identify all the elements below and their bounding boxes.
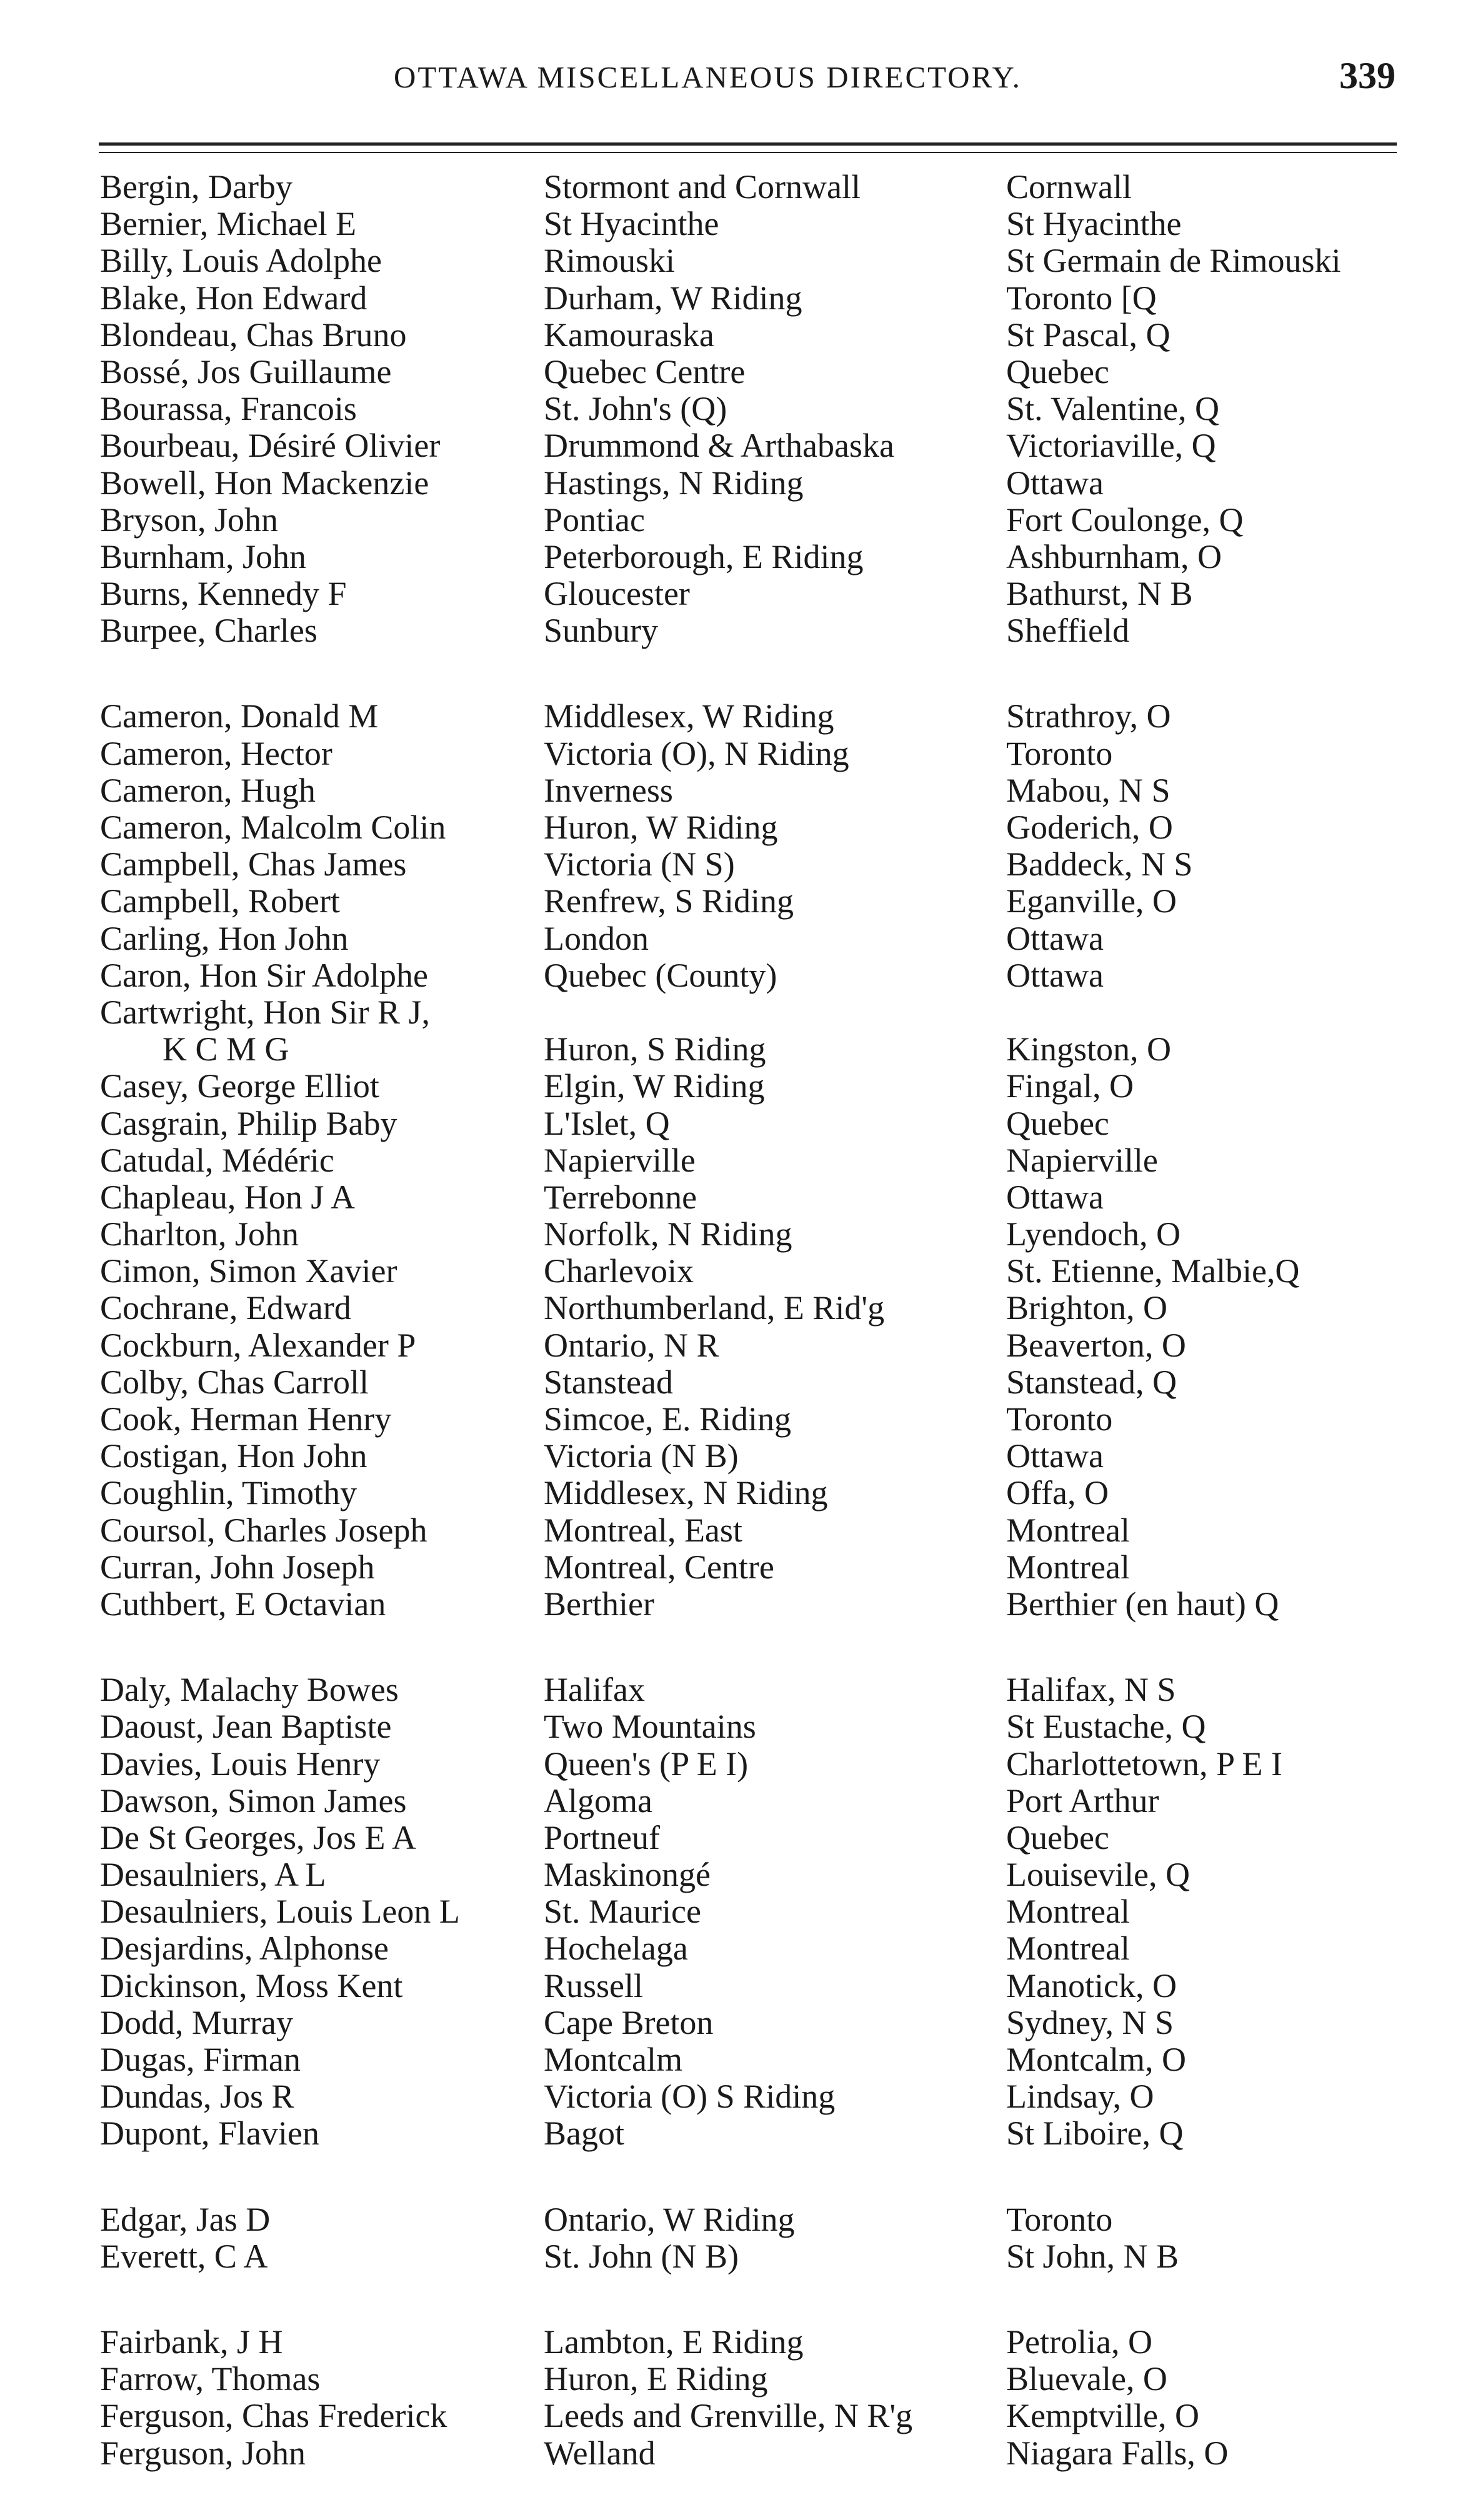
constituency: Berthier [544,1585,654,1623]
constituency: Maskinongé [544,1856,711,1894]
member-name: Catudal, Médéric [100,1141,334,1179]
constituency: Quebec (County) [544,956,777,994]
directory-entry [100,206,1450,242]
member-name: Edgar, Jas D [100,2200,271,2238]
constituency: Peterborough, E Riding [544,537,864,575]
post-office: Halifax, N S [1006,1671,1176,1709]
member-name: Everett, C A [100,2237,268,2275]
member-name: Bergin, Darby [100,168,292,206]
member-name: Cochrane, Edward [100,1289,351,1327]
directory-entry [100,735,1450,772]
directory-entry [100,2361,1450,2398]
constituency: Halifax [544,1671,645,1709]
member-name: Fairbank, J H [100,2323,283,2361]
post-office: Fingal, O [1006,1067,1134,1105]
member-name: Burpee, Charles [100,612,317,650]
directory-entry [100,1290,1450,1327]
directory-entry [100,2115,1450,2152]
member-name: Bossé, Jos Guillaume [100,352,392,391]
constituency: Welland [544,2434,656,2472]
constituency: Victoria (N S) [544,845,735,884]
member-name: Ferguson, Chas Frederick [100,2397,447,2435]
directory-entry [100,280,1450,317]
member-name: Cimon, Simon Xavier [100,1252,397,1290]
directory-entry [100,1671,1450,1708]
constituency: Portneuf [544,1818,660,1856]
directory-entry [100,698,1450,735]
constituency: Two Mountains [544,1708,756,1746]
constituency: L'Islet, Q [544,1104,670,1142]
directory-entry [100,1438,1450,1475]
constituency: Charlevoix [544,1252,694,1290]
post-office: Quebec [1006,1104,1109,1142]
directory-entries [100,169,1450,2472]
post-office: Kingston, O [1006,1030,1172,1068]
post-office: Bathurst, N B [1006,575,1193,613]
member-name: Bourassa, Francois [100,390,357,428]
constituency: Queen's (P E I) [544,1745,749,1783]
directory-entry [100,1068,1450,1105]
member-name: Dickinson, Moss Kent [100,1966,403,2005]
constituency: Gloucester [544,575,690,613]
post-office: Strathroy, O [1006,697,1171,735]
post-office: St. Etienne, Malbie,Q [1006,1252,1300,1290]
post-office: Manotick, O [1006,1966,1177,2005]
directory-entry [100,575,1450,612]
constituency: Napierville [544,1141,696,1179]
member-name: Dupont, Flavien [100,2114,319,2153]
constituency: Norfolk, N Riding [544,1215,792,1253]
member-name: Caron, Hon Sir Adolphe [100,956,428,994]
constituency: Victoria (O), N Riding [544,734,849,772]
member-name: Cockburn, Alexander P [100,1326,416,1364]
directory-entry [100,2078,1450,2115]
directory-entry [100,1783,1450,1820]
post-office: St. Valentine, Q [1006,390,1219,428]
post-office: Napierville [1006,1141,1158,1179]
directory-entry [100,1179,1450,1216]
post-office: Montreal [1006,1548,1130,1586]
member-name: Cameron, Hugh [100,771,316,809]
member-name: Desaulniers, Louis Leon L [100,1893,460,1931]
post-office: Bluevale, O [1006,2360,1167,2398]
post-office: Eganville, O [1006,882,1177,920]
constituency: Russell [544,1966,644,2005]
page-number: 339 [1339,55,1396,96]
member-name: Campbell, Robert [100,882,340,920]
member-name: Davies, Louis Henry [100,1745,381,1783]
member-name: Charlton, John [100,1215,299,1253]
constituency: Drummond & Arthabaska [544,427,894,465]
member-name: Billy, Louis Adolphe [100,242,382,280]
constituency: Victoria (O) S Riding [544,2078,836,2116]
directory-entry [100,1031,1450,1068]
member-name: Cartwright, Hon Sir R J, [100,993,431,1031]
constituency: Montreal, East [544,1511,742,1549]
post-office: Fort Coulonge, Q [1006,501,1244,539]
directory-entry [100,1327,1450,1364]
member-name: Coursol, Charles Joseph [100,1511,427,1549]
post-office: Lyendoch, O [1006,1215,1181,1253]
directory-entry [100,1512,1450,1549]
post-office: Ashburnham, O [1006,537,1222,575]
post-office: Sydney, N S [1006,2003,1174,2041]
constituency: Victoria (N B) [544,1437,739,1475]
constituency: Ontario, W Riding [544,2200,795,2238]
post-office: Lindsay, O [1006,2078,1154,2116]
member-name: Blondeau, Chas Bruno [100,316,407,354]
member-name: Cook, Herman Henry [100,1400,392,1438]
member-name: Daly, Malachy Bowes [100,1671,399,1709]
post-office: Ottawa [1006,956,1104,994]
post-office: St Germain de Rimouski [1006,242,1341,280]
constituency: Durham, W Riding [544,279,802,317]
directory-entry [100,1253,1450,1290]
post-office: Berthier (en haut) Q [1006,1585,1279,1623]
constituency: St. John (N B) [544,2237,739,2275]
directory-entry [100,1475,1450,1512]
directory-entry [100,1820,1450,1856]
member-name: Desaulniers, A L [100,1856,326,1894]
member-name: Bryson, John [100,501,279,539]
post-office: Offa, O [1006,1474,1109,1512]
post-office: St Pascal, Q [1006,316,1171,354]
constituency: Elgin, W Riding [544,1067,765,1105]
directory-entry [100,1708,1450,1745]
post-office: Toronto [1006,734,1113,772]
directory-entry [100,957,1450,994]
constituency: St Hyacinthe [544,205,719,243]
constituency: Rimouski [544,242,676,280]
member-name: Costigan, Hon John [100,1437,367,1475]
post-office: Mabou, N S [1006,771,1171,809]
member-name: Desjardins, Alphonse [100,1930,389,1968]
directory-entry [100,354,1450,391]
post-office: Victoriaville, Q [1006,427,1216,465]
constituency: Montreal, Centre [544,1548,774,1586]
member-name: Bowell, Hon Mackenzie [100,464,429,502]
directory-entry [100,612,1450,649]
member-name: Farrow, Thomas [100,2360,321,2398]
constituency: Middlesex, W Riding [544,697,834,735]
member-name: Dundas, Jos R [100,2078,294,2116]
directory-entry [100,242,1450,279]
post-office: St John, N B [1006,2237,1179,2275]
constituency: Cape Breton [544,2003,714,2041]
constituency: Lambton, E Riding [544,2323,804,2361]
member-name: Carling, Hon John [100,919,349,957]
post-office: Port Arthur [1006,1781,1159,1820]
directory-entry [100,1549,1450,1586]
constituency: Bagot [544,2114,624,2153]
directory-entry [100,1216,1450,1253]
constituency: Hastings, N Riding [544,464,804,502]
member-name: Campbell, Chas James [100,845,407,884]
directory-entry [100,1893,1450,1930]
post-office: Toronto [1006,1400,1113,1438]
directory-entry [100,2238,1450,2275]
directory-entry [100,427,1450,464]
post-office: Charlottetown, P E I [1006,1745,1282,1783]
member-name: Chapleau, Hon J A [100,1178,355,1216]
post-office: Stanstead, Q [1006,1363,1177,1401]
directory-entry [100,1401,1450,1438]
constituency: Sunbury [544,612,659,650]
directory-entry [100,1856,1450,1893]
directory-entry [100,1105,1450,1142]
member-name: Blake, Hon Edward [100,279,367,317]
constituency: Northumberland, E Rid'g [544,1289,885,1327]
member-name: Burns, Kennedy F [100,575,347,613]
constituency: Terrebonne [544,1178,697,1216]
constituency: Huron, W Riding [544,809,778,846]
page-header [0,55,1483,116]
member-name: Cameron, Donald M [100,697,379,735]
post-office: Montreal [1006,1893,1130,1931]
constituency: Hochelaga [544,1930,688,1968]
header-rule-thin [99,152,1397,153]
post-office: Toronto [Q [1006,279,1157,317]
constituency: Leeds and Grenville, N R'g [544,2397,913,2435]
directory-entry [100,1746,1450,1783]
directory-entry [100,772,1450,809]
member-name: Dawson, Simon James [100,1781,407,1820]
post-office: Beaverton, O [1006,1326,1186,1364]
constituency: Huron, E Riding [544,2360,768,2398]
post-office: Montcalm, O [1006,2041,1186,2078]
post-office: Niagara Falls, O [1006,2434,1229,2472]
member-name: De St Georges, Jos E A [100,1818,416,1856]
post-office: Quebec [1006,1818,1109,1856]
post-office: Louisevile, Q [1006,1856,1190,1894]
directory-entry [100,994,1450,1031]
post-office: Cornwall [1006,168,1132,206]
directory-entry [100,2398,1450,2434]
post-office: Ottawa [1006,919,1104,957]
constituency: St. John's (Q) [544,390,727,428]
constituency: Quebec Centre [544,352,746,391]
constituency: Ontario, N R [544,1326,719,1364]
member-name: Daoust, Jean Baptiste [100,1708,392,1746]
directory-entry [100,1968,1450,2005]
directory-entry [100,1142,1450,1179]
post-office: Ottawa [1006,1437,1104,1475]
post-office: Sheffield [1006,612,1129,650]
directory-entry [100,2435,1450,2472]
member-name: Dugas, Firman [100,2041,301,2078]
member-name: Casey, George Elliot [100,1067,379,1105]
directory-entry [100,2005,1450,2041]
member-name: Casgrain, Philip Baby [100,1104,397,1142]
constituency: Renfrew, S Riding [544,882,794,920]
post-office: Montreal [1006,1930,1130,1968]
directory-entry [100,317,1450,354]
member-name: Burnham, John [100,537,306,575]
post-office: Kemptville, O [1006,2397,1199,2435]
header-rule-thick [99,142,1397,146]
directory-entry [100,2201,1450,2238]
constituency: Stormont and Cornwall [544,168,861,206]
directory-entry [100,1586,1450,1623]
constituency: Algoma [544,1781,652,1820]
directory-entry [100,846,1450,883]
post-office: St Liboire, Q [1006,2114,1184,2153]
member-name: Bernier, Michael E [100,205,357,243]
post-office: Ottawa [1006,1178,1104,1216]
post-office: St Hyacinthe [1006,205,1182,243]
member-name: Cameron, Hector [100,734,332,772]
directory-entry [100,2324,1450,2361]
post-office: Montreal [1006,1511,1130,1549]
directory-entry [100,1930,1450,1967]
member-name: Dodd, Murray [100,2003,293,2041]
post-office: Goderich, O [1006,809,1173,846]
member-name: Bourbeau, Désiré Olivier [100,427,441,465]
post-office: Baddeck, N S [1006,845,1193,884]
constituency: Simcoe, E. Riding [544,1400,791,1438]
member-name: Curran, John Joseph [100,1548,375,1586]
constituency: Montcalm [544,2041,682,2078]
directory-entry [100,169,1450,206]
constituency: Middlesex, N Riding [544,1474,828,1512]
directory-entry [100,1364,1450,1401]
running-title: OTTAWA MISCELLANEOUS DIRECTORY. [394,60,1022,94]
member-name: K C M G [162,1030,289,1068]
constituency: Stanstead [544,1363,673,1401]
constituency: Kamouraska [544,316,714,354]
member-name: Colby, Chas Carroll [100,1363,369,1401]
member-name: Coughlin, Timothy [100,1474,357,1512]
constituency: London [544,919,649,957]
member-name: Cuthbert, E Octavian [100,1585,386,1623]
member-name: Ferguson, John [100,2434,306,2472]
constituency: Inverness [544,771,673,809]
directory-entry [100,465,1450,502]
directory-entry [100,502,1450,539]
post-office: Brighton, O [1006,1289,1168,1327]
directory-entry [100,2041,1450,2078]
directory-entry [100,809,1450,846]
post-office: Ottawa [1006,464,1104,502]
directory-entry [100,391,1450,427]
constituency: Huron, S Riding [544,1030,766,1068]
post-office: St Eustache, Q [1006,1708,1206,1746]
constituency: St. Maurice [544,1893,701,1931]
directory-entry [100,539,1450,575]
directory-entry [100,920,1450,957]
directory-entry [100,883,1450,920]
post-office: Petrolia, O [1006,2323,1152,2361]
post-office: Quebec [1006,352,1109,391]
post-office: Toronto [1006,2200,1113,2238]
member-name: Cameron, Malcolm Colin [100,809,446,846]
constituency: Pontiac [544,501,645,539]
